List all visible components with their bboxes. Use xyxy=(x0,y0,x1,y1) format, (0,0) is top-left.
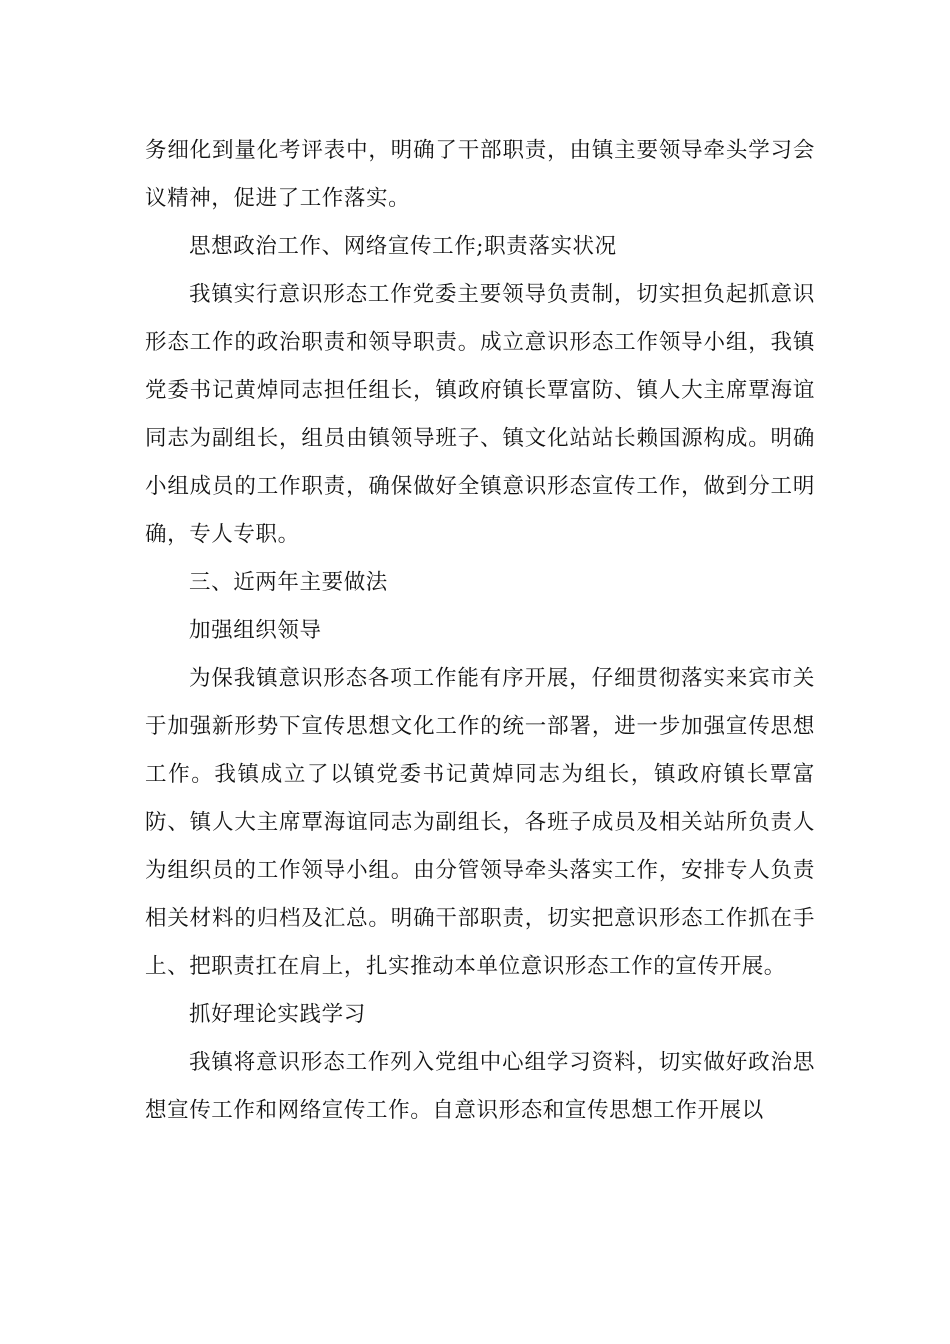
section-heading-ideology-network: 思想政治工作、网络宣传工作;职责落实状况 xyxy=(189,234,617,259)
paragraph-leadership-details: 为保我镇意识形态各项工作能有序开展，仔细贯彻落实来宾市关于加强新形势下宣传思想文化工作的统一部署，进一步加强宣传思想工作。我镇成立了以镇党委书记黄焯同志为组长，镇政府镇长覃富防、镇人大主席覃海谊同志为副组长，各班子成员及相关站所负责人为组织员的工作领导小组。由分管领导牵头落实工作，安排专人负责相关材料的归档及汇总。明确干部职责，切实把意识形态工作抓在手上、把职责扛在肩上，扎实推动本单位意识形态工作的宣传开展。 xyxy=(145,666,815,979)
paragraph-responsibility: 我镇实行意识形态工作党委主要领导负责制，切实担负起抓意识形态工作的政治职责和领导职责。成立意识形态工作领导小组，我镇党委书记黄焯同志担任组长，镇政府镇长覃富防、镇人大主席覃海谊同志为副组长，组员由镇领导班子、镇文化站站长赖国源构成。明确小组成员的工作职责，确保做好全镇意识形态宣传工作，做到分工明确，专人专职。 xyxy=(145,282,815,547)
document-body xyxy=(145,127,815,1135)
paragraph-study-details: 我镇将意识形态工作列入党组中心组学习资料，切实做好政治思想宣传工作和网络宣传工作。自意识形态和宣传思想工作开展以 xyxy=(145,1050,815,1123)
subheading-organization-leadership: 加强组织领导 xyxy=(189,618,322,643)
paragraph-continuation: 务细化到量化考评表中，明确了干部职责，由镇主要领导牵头学习会议精神，促进了工作落实。 xyxy=(145,138,815,211)
section-heading-main-practices: 三、近两年主要做法 xyxy=(189,570,388,595)
subheading-theory-practice-study: 抓好理论实践学习 xyxy=(189,1002,366,1027)
